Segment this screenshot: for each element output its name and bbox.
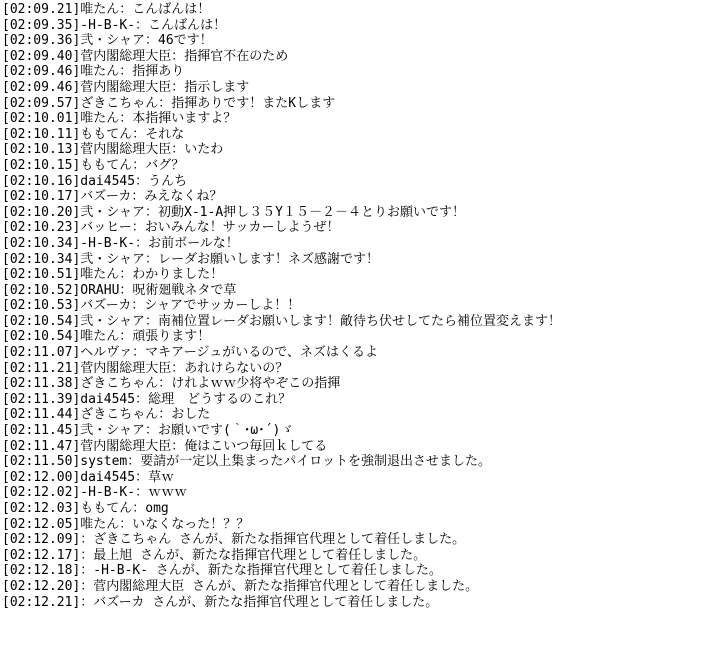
chat-message: ORAHU：呪術廻戦ネタで草 xyxy=(80,282,237,298)
chat-line xyxy=(2,517,722,533)
chat-timestamp: [02:11.38] xyxy=(2,376,81,392)
chat-timestamp: [02:10.53] xyxy=(2,298,81,314)
chat-timestamp: [02:10.52] xyxy=(2,282,81,298)
chat-line xyxy=(2,501,722,517)
chat-timestamp: [02:09.46] xyxy=(2,79,81,95)
chat-line xyxy=(2,220,722,236)
chat-timestamp: [02:12.05] xyxy=(2,516,81,532)
chat-message: -H-B-K-：お前ボールな！ xyxy=(80,235,239,251)
chat-line xyxy=(2,96,722,112)
chat-timestamp: [02:10.17] xyxy=(2,189,81,205)
chat-timestamp: [02:11.07] xyxy=(2,345,81,361)
chat-line xyxy=(2,329,722,345)
chat-message: dai4545：総理 どうするのこれ？ xyxy=(80,391,292,407)
chat-timestamp: [02:10.01] xyxy=(2,111,81,127)
chat-message: 唯たん：本指揮いますよ？ xyxy=(80,111,237,127)
chat-message: ：-H-B-K- さんが、新たな指揮官代理として着任しました。 xyxy=(80,563,442,579)
chat-line xyxy=(2,563,722,579)
chat-line xyxy=(2,579,722,595)
chat-message: バズーカ：みえなくね？ xyxy=(80,189,223,205)
chat-timestamp: [02:09.46] xyxy=(2,64,81,80)
chat-timestamp: [02:10.13] xyxy=(2,142,81,158)
chat-line xyxy=(2,158,722,174)
chat-timestamp: [02:09.36] xyxy=(2,33,81,49)
chat-message: 菅内閣総理大臣：指示します xyxy=(80,79,250,95)
chat-timestamp: [02:11.21] xyxy=(2,360,81,376)
chat-line xyxy=(2,407,722,423)
chat-message: ：ざきこちゃん さんが、新たな指揮官代理として着任しました。 xyxy=(80,532,466,548)
chat-message: 菅内閣総理大臣：俺はこいつ毎回ｋしてる xyxy=(80,438,328,454)
chat-line xyxy=(2,392,722,408)
chat-message: 唯たん：わかりました！ xyxy=(80,267,224,283)
chat-message: dai4545：うんち xyxy=(80,173,188,189)
chat-line xyxy=(2,376,722,392)
chat-timestamp: [02:10.51] xyxy=(2,267,81,283)
chat-message: 弐・シャア：初動X-1-A押し３５Y１５－２－４とりお願いです！ xyxy=(80,204,465,220)
chat-timestamp: [02:12.00] xyxy=(2,469,81,485)
chat-message: 弐・シャア：南補位置レーダお願いします！敵待ち伏せしてたら補位置変えます！ xyxy=(80,313,562,329)
chat-line xyxy=(2,127,722,143)
chat-line xyxy=(2,18,722,34)
chat-message: dai4545：草ｗ xyxy=(80,469,175,485)
chat-message: -H-B-K-：ｗｗｗ xyxy=(80,485,188,501)
chat-line xyxy=(2,470,722,486)
chat-message: バッヒー：おいみんな！サッカーしようぜ！ xyxy=(80,220,340,236)
chat-timestamp: [02:10.34] xyxy=(2,251,81,267)
chat-message: 唯たん：頑張ります！ xyxy=(80,329,211,345)
chat-line xyxy=(2,532,722,548)
chat-timestamp: [02:11.39] xyxy=(2,391,81,407)
chat-line xyxy=(2,64,722,80)
chat-message: ：バズーカ さんが、新たな指揮官代理として着任しました。 xyxy=(80,594,439,610)
chat-line xyxy=(2,345,722,361)
chat-timestamp: [02:11.44] xyxy=(2,407,81,423)
chat-line xyxy=(2,236,722,252)
chat-message: ももてん：それな xyxy=(80,126,185,142)
chat-message: 弐・シャア：46です！ xyxy=(80,33,213,49)
chat-timestamp: [02:10.34] xyxy=(2,235,81,251)
chat-line xyxy=(2,252,722,268)
chat-timestamp: [02:10.54] xyxy=(2,329,81,345)
chat-line xyxy=(2,267,722,283)
chat-message: 唯たん：いなくなった！？？ xyxy=(80,516,250,532)
chat-timestamp: [02:12.02] xyxy=(2,485,81,501)
chat-timestamp: [02:10.15] xyxy=(2,157,81,173)
chat-message: 弐・シャア：レーダお願いします！ネズ感謝です！ xyxy=(80,251,380,267)
chat-message: 菅内閣総理大臣：指揮官不在のため xyxy=(80,48,289,64)
chat-timestamp: [02:10.23] xyxy=(2,220,81,236)
chat-line xyxy=(2,205,722,221)
chat-timestamp: [02:12.18] xyxy=(2,563,81,579)
chat-timestamp: [02:11.45] xyxy=(2,423,81,439)
chat-line xyxy=(2,33,722,49)
chat-timestamp: [02:09.40] xyxy=(2,48,81,64)
chat-timestamp: [02:12.17] xyxy=(2,547,81,563)
chat-message: バズーカ：シャアでサッカーしよ！！ xyxy=(80,298,301,314)
chat-line xyxy=(2,423,722,439)
chat-line xyxy=(2,283,722,299)
chat-message: ：菅内閣総理大臣 さんが、新たな指揮官代理として着任しました。 xyxy=(80,578,479,594)
chat-line xyxy=(2,361,722,377)
chat-timestamp: [02:10.16] xyxy=(2,173,81,189)
chat-message: ヘルヴァ：マキアージュがいるので、ネズはくるよ xyxy=(80,345,378,361)
chat-line xyxy=(2,174,722,190)
chat-line xyxy=(2,548,722,564)
chat-timestamp: [02:09.21] xyxy=(2,2,81,17)
chat-line xyxy=(2,142,722,158)
chat-line xyxy=(2,298,722,314)
chat-timestamp: [02:10.20] xyxy=(2,204,81,220)
chat-message: ざきこちゃん：けれよｗｗ少将やぞこの指揮 xyxy=(80,376,341,392)
chat-timestamp: [02:12.21] xyxy=(2,594,81,610)
chat-message: ざきこちゃん：おした xyxy=(80,407,211,423)
chat-message: 菅内閣総理大臣：あれけらないの？ xyxy=(80,360,289,376)
chat-log xyxy=(2,2,722,610)
chat-line xyxy=(2,80,722,96)
chat-timestamp: [02:11.50] xyxy=(2,454,81,470)
chat-message: ：最上旭 さんが、新たな指揮官代理として着任しました。 xyxy=(80,547,427,563)
chat-line xyxy=(2,454,722,470)
chat-timestamp: [02:09.35] xyxy=(2,17,81,33)
chat-timestamp: [02:09.57] xyxy=(2,95,81,111)
chat-timestamp: [02:11.47] xyxy=(2,438,81,454)
chat-message: system：要請が一定以上集まったパイロットを強制退出させました。 xyxy=(80,454,491,470)
chat-message: ももてん：バグ？ xyxy=(80,157,185,173)
chat-message: 唯たん：指揮あり xyxy=(80,64,185,80)
chat-message: -H-B-K-：こんばんは！ xyxy=(80,17,227,33)
chat-timestamp: [02:10.54] xyxy=(2,313,81,329)
chat-line xyxy=(2,2,722,18)
chat-timestamp: [02:12.09] xyxy=(2,532,81,548)
chat-line xyxy=(2,189,722,205)
chat-message: 唯たん：こんばんは！ xyxy=(80,2,211,17)
chat-message: 弐・シャア：お願いです(｀･ω･´)ゞ xyxy=(80,423,294,439)
chat-timestamp: [02:12.20] xyxy=(2,578,81,594)
chat-line xyxy=(2,595,722,611)
chat-timestamp: [02:10.11] xyxy=(2,126,81,142)
chat-line xyxy=(2,439,722,455)
chat-message: ざきこちゃん：指揮ありです！またKします xyxy=(80,95,336,111)
chat-timestamp: [02:12.03] xyxy=(2,501,81,516)
chat-line xyxy=(2,111,722,127)
chat-line xyxy=(2,485,722,501)
chat-message: 菅内閣総理大臣：いたわ xyxy=(80,142,224,158)
chat-line xyxy=(2,49,722,65)
chat-line xyxy=(2,314,722,330)
chat-message: ももてん：omg xyxy=(80,501,169,516)
